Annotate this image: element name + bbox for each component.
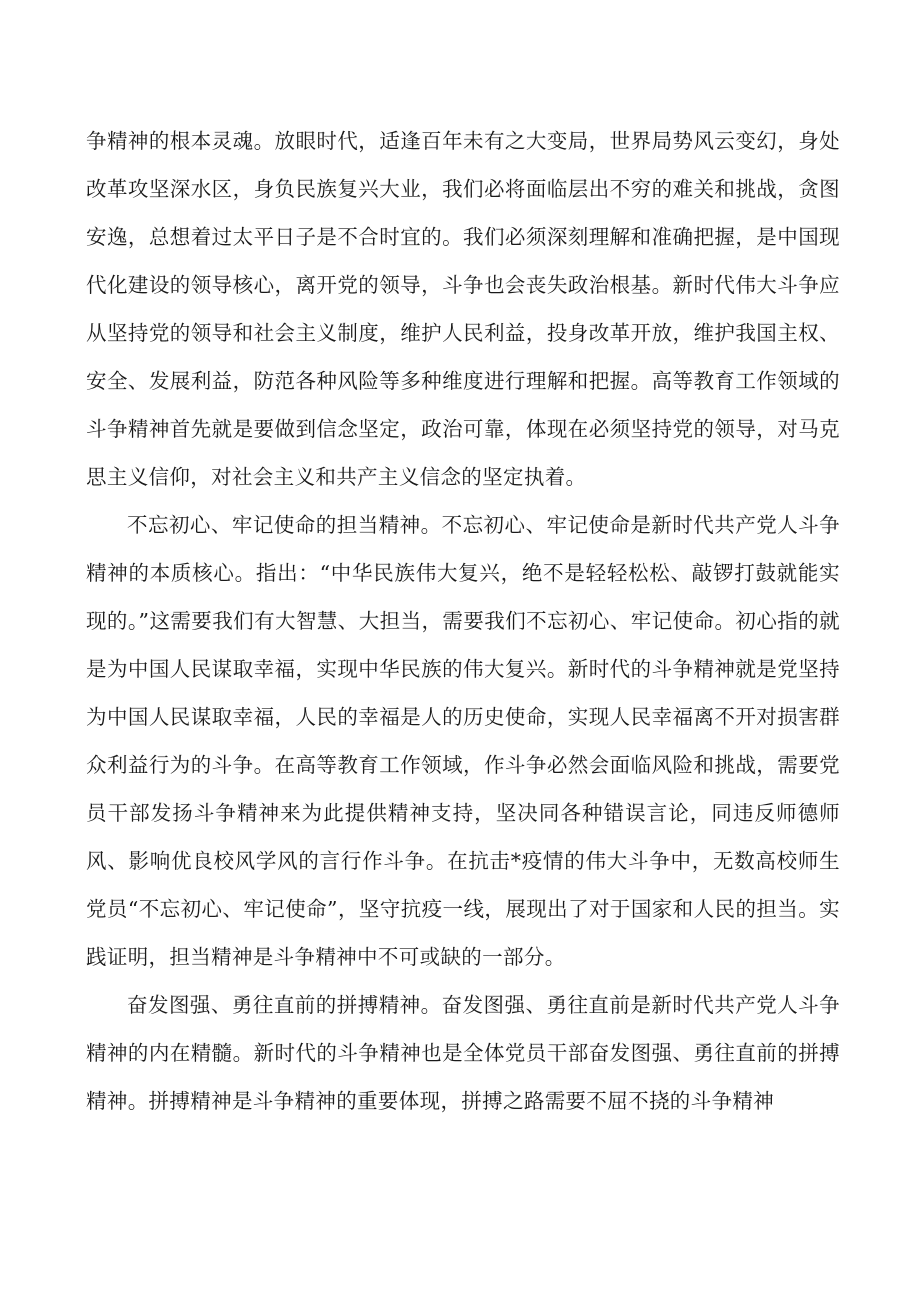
paragraph-striving-spirit: 奋发图强、勇往直前的拼搏精神。奋发图强、勇往直前是新时代共产党人斗争精神的内在精髓。新时代的斗争精神也是全体党员干部奋发图强、勇往直前的拼搏精神。拼搏精神是斗争精神的重要体现，拼搏之路需要不屈不挠的斗争精神 [86, 993, 840, 1113]
document-body [86, 117, 840, 1125]
paragraph-responsibility-spirit: 不忘初心、牢记使命的担当精神。不忘初心、牢记使命是新时代共产党人斗争精神的本质核心。指出：“中华民族伟大复兴，绝不是轻轻松松、敲锣打鼓就能实现的。”这需要我们有大智慧、大担当，需要我们不忘初心、牢记使命。初心指的就是为中国人民谋取幸福，实现中华民族的伟大复兴。新时代的斗争精神就是党坚持为中国人民谋取幸福，人民的幸福是人的历史使命，实现人民幸福离不开对损害群众利益行为的斗争。在高等教育工作领域，作斗争必然会面临风险和挑战，需要党员干部发扬斗争精神来为此提供精神支持，坚决同各种错误言论，同违反师德师风、影响优良校风学风的言行作斗争。在抗击*疫情的伟大斗争中，无数高校师生党员“不忘初心、牢记使命”，坚守抗疫一线，展现出了对于国家和人民的担当。实践证明，担当精神是斗争精神中不可或缺的一部分。 [86, 513, 840, 969]
paragraph-continued: 争精神的根本灵魂。放眼时代，适逢百年未有之大变局，世界局势风云变幻，身处改革攻坚深水区，身负民族复兴大业，我们必将面临层出不穷的难关和挑战，贪图安逸，总想着过太平日子是不合时宜的。我们必须深刻理解和准确把握，是中国现代化建设的领导核心，离开党的领导，斗争也会丧失政治根基。新时代伟大斗争应从坚持党的领导和社会主义制度，维护人民利益，投身改革开放，维护我国主权、安全、发展利益，防范各种风险等多种维度进行理解和把握。高等教育工作领域的斗争精神首先就是要做到信念坚定，政治可靠，体现在必须坚持党的领导，对马克思主义信仰，对社会主义和共产主义信念的坚定执着。 [86, 129, 840, 489]
